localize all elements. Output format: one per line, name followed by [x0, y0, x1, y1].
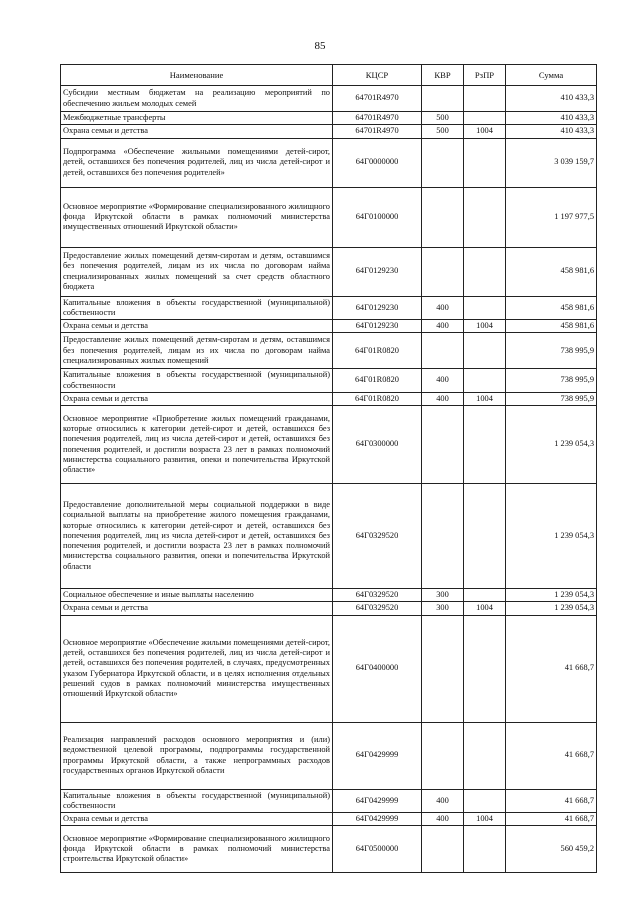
cell-code: 64Г01R0820 [333, 392, 422, 405]
cell-kvr: 300 [422, 589, 464, 602]
cell-code: 64Г0329520 [333, 589, 422, 602]
cell-name: Основное мероприятие «Обеспечение жилыми помещениями детей-сирот, детей, оставшихся без попечения родителей, лиц из числа детей-сирот и детей, оставшихся без попечения родителей, в случаях, предусмотренных указом Губернатора Иркутской области, и в целях исполнения отдельных решений судов в рамках полномочий министерства имущественных отношений Иркутской области» [61, 615, 333, 722]
cell-code: 64701R4970 [333, 125, 422, 138]
cell-code: 64Г0329520 [333, 484, 422, 589]
cell-rzpr: 1004 [464, 392, 506, 405]
cell-code: 64Г0429999 [333, 722, 422, 789]
cell-code: 64Г01R0820 [333, 369, 422, 393]
cell-kvr [422, 138, 464, 187]
table-row [61, 296, 597, 320]
cell-name: Основное мероприятие «Приобретение жилых помещений гражданами, которые относились к категории детей-сирот и детей, оставшихся без попечения родителей, лиц из числа детей-сирот и детей, оставшихся без попечения родителей, и достигли возраста 23 лет в рамках полномочий министерства социального развития, опеки и попечительства Иркутской области» [61, 406, 333, 484]
table-row [61, 125, 597, 138]
cell-rzpr [464, 484, 506, 589]
header-kvr: КВР [422, 65, 464, 86]
table-header [61, 65, 597, 86]
cell-name: Охрана семьи и детства [61, 602, 333, 615]
table-row [61, 615, 597, 722]
cell-sum: 738 995,9 [506, 333, 597, 369]
cell-sum: 1 239 054,3 [506, 484, 597, 589]
table-body [61, 86, 597, 873]
cell-kvr [422, 826, 464, 873]
cell-kvr: 500 [422, 125, 464, 138]
cell-rzpr [464, 187, 506, 247]
cell-sum: 41 668,7 [506, 813, 597, 826]
table-row [61, 789, 597, 813]
cell-name: Предоставление жилых помещений детям-сиротам и детям, оставшимся без попечения родителей, лицам из их числа по договорам найма специализированных жилых помещений за счет средств областного бюджета [61, 247, 333, 296]
table-row [61, 826, 597, 873]
cell-name: Реализация направлений расходов основного мероприятия и (или) ведомственной целевой программы, подпрограммы государственной программы Иркутской области, а также непрограммных расходов государственных органов Иркутской области [61, 722, 333, 789]
cell-sum: 738 995,9 [506, 369, 597, 393]
cell-rzpr [464, 826, 506, 873]
cell-rzpr [464, 138, 506, 187]
cell-sum: 3 039 159,7 [506, 138, 597, 187]
table-row [61, 392, 597, 405]
table-row [61, 247, 597, 296]
cell-code: 64Г0329520 [333, 602, 422, 615]
cell-rzpr [464, 247, 506, 296]
budget-table [60, 64, 597, 873]
cell-name: Капитальные вложения в объекты государственной (муниципальной) собственности [61, 296, 333, 320]
cell-code: 64Г0129230 [333, 247, 422, 296]
table-row [61, 112, 597, 125]
table-row [61, 484, 597, 589]
cell-kvr [422, 86, 464, 112]
cell-kvr: 400 [422, 296, 464, 320]
cell-sum: 1 239 054,3 [506, 602, 597, 615]
cell-name: Охрана семьи и детства [61, 320, 333, 333]
cell-sum: 458 981,6 [506, 296, 597, 320]
cell-rzpr [464, 722, 506, 789]
cell-sum: 410 433,3 [506, 125, 597, 138]
cell-sum: 1 239 054,3 [506, 406, 597, 484]
cell-kvr [422, 406, 464, 484]
cell-name: Охрана семьи и детства [61, 125, 333, 138]
cell-code: 64Г0429999 [333, 789, 422, 813]
cell-rzpr: 1004 [464, 125, 506, 138]
cell-rzpr [464, 589, 506, 602]
cell-name: Подпрограмма «Обеспечение жильными помещениями детей-сирот, детей, оставшихся без попечения родителей, лиц из числа детей-сирот и детей, оставшихся без попечения родителей» [61, 138, 333, 187]
cell-rzpr [464, 789, 506, 813]
cell-name: Предоставление жилых помещений детям-сиротам и детям, оставшимся без попечения родителей, лицам из их числа по договорам найма специализированных жилых помещений [61, 333, 333, 369]
cell-rzpr: 1004 [464, 602, 506, 615]
table-row [61, 320, 597, 333]
cell-code: 64Г01R0820 [333, 333, 422, 369]
cell-name: Субсидии местным бюджетам на реализацию мероприятий по обеспечению жильем молодых семей [61, 86, 333, 112]
cell-sum: 41 668,7 [506, 615, 597, 722]
cell-kvr: 400 [422, 789, 464, 813]
cell-rzpr [464, 406, 506, 484]
cell-sum: 458 981,6 [506, 320, 597, 333]
table-row [61, 187, 597, 247]
cell-code: 64Г0500000 [333, 826, 422, 873]
cell-code: 64701R4970 [333, 112, 422, 125]
cell-name: Социальное обеспечение и иные выплаты населению [61, 589, 333, 602]
cell-sum: 410 433,3 [506, 112, 597, 125]
cell-kvr [422, 615, 464, 722]
table-row [61, 86, 597, 112]
cell-name: Охрана семьи и детства [61, 392, 333, 405]
table-row [61, 722, 597, 789]
table-row [61, 138, 597, 187]
page-number: 85 [314, 40, 326, 52]
cell-code: 64Г0100000 [333, 187, 422, 247]
cell-name: Основное мероприятие «Формирование специализированного жилищного фонда Иркутской области в рамках полномочий министерства имущественных отношений Иркутской области» [61, 187, 333, 247]
cell-kvr [422, 247, 464, 296]
cell-name: Межбюджетные трансферты [61, 112, 333, 125]
table-row [61, 406, 597, 484]
cell-sum: 410 433,3 [506, 86, 597, 112]
cell-code: 64Г0129230 [333, 296, 422, 320]
cell-sum: 1 239 054,3 [506, 589, 597, 602]
cell-name: Капитальные вложения в объекты государственной (муниципальной) собственности [61, 789, 333, 813]
cell-sum: 1 197 977,5 [506, 187, 597, 247]
cell-rzpr: 1004 [464, 320, 506, 333]
cell-sum: 738 995,9 [506, 392, 597, 405]
cell-code: 64Г0000000 [333, 138, 422, 187]
cell-code: 64Г0400000 [333, 615, 422, 722]
cell-rzpr: 1004 [464, 813, 506, 826]
cell-kvr [422, 484, 464, 589]
cell-kvr: 400 [422, 369, 464, 393]
cell-rzpr [464, 615, 506, 722]
table-row [61, 602, 597, 615]
cell-name: Основное мероприятие «Формирование специализированного жилищного фонда Иркутской области в рамках полномочий министерства строительства Иркутской области» [61, 826, 333, 873]
cell-code: 64Г0429999 [333, 813, 422, 826]
header-code: КЦСР [333, 65, 422, 86]
table-row [61, 333, 597, 369]
cell-name: Предоставление дополнительной меры социальной поддержки в виде социальной выплаты на приобретение жилого помещения гражданами, которые относились к категории детей-сирот и детей, оставшихся без попечения родителей, лиц из числа детей-сирот и детей, оставшихся без попечения родителей, и достигли возраста 23 лет в рамках полномочий министерства социального развития, опеки и попечительства Иркутской области [61, 484, 333, 589]
table-row [61, 813, 597, 826]
header-name: Наименование [61, 65, 333, 86]
header-sum: Сумма [506, 65, 597, 86]
cell-kvr: 500 [422, 112, 464, 125]
table-row [61, 369, 597, 393]
cell-rzpr [464, 333, 506, 369]
cell-rzpr [464, 369, 506, 393]
cell-sum: 41 668,7 [506, 789, 597, 813]
cell-code: 64Г0300000 [333, 406, 422, 484]
cell-rzpr [464, 296, 506, 320]
cell-kvr [422, 722, 464, 789]
table-row [61, 589, 597, 602]
header-row [61, 65, 597, 86]
cell-kvr: 400 [422, 813, 464, 826]
cell-code: 64Г0129230 [333, 320, 422, 333]
cell-kvr: 300 [422, 602, 464, 615]
cell-name: Охрана семьи и детства [61, 813, 333, 826]
cell-rzpr [464, 86, 506, 112]
cell-kvr [422, 187, 464, 247]
cell-kvr: 400 [422, 392, 464, 405]
cell-sum: 458 981,6 [506, 247, 597, 296]
cell-code: 64701R4970 [333, 86, 422, 112]
cell-sum: 41 668,7 [506, 722, 597, 789]
cell-kvr [422, 333, 464, 369]
header-rzpr: РзПР [464, 65, 506, 86]
cell-name: Капитальные вложения в объекты государственной (муниципальной) собственности [61, 369, 333, 393]
cell-sum: 560 459,2 [506, 826, 597, 873]
cell-kvr: 400 [422, 320, 464, 333]
cell-rzpr [464, 112, 506, 125]
